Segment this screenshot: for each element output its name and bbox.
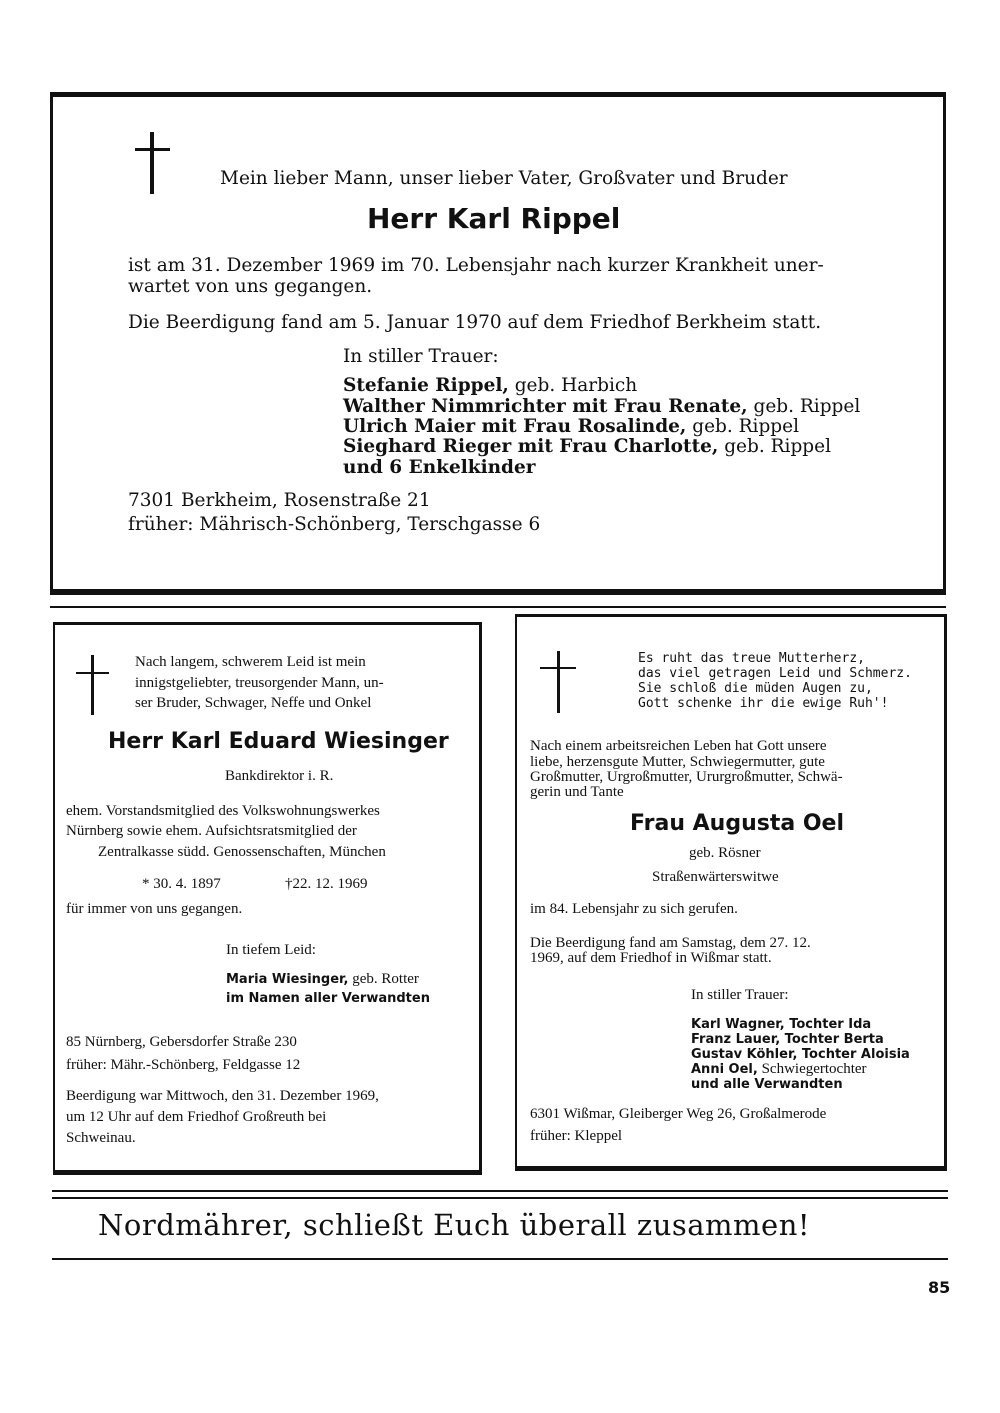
wiesinger-career-line: Nürnberg sowie ehem. Aufsichtsratsmitglied der	[66, 823, 357, 839]
oel-address-1: 6301 Wißmar, Gleiberger Weg 26, Großalmerode	[530, 1106, 827, 1122]
oel-verse-line: Gott schenke ihr die ewige Ruh'!	[638, 696, 889, 711]
wiesinger-mourning-heading: In tiefem Leid:	[226, 942, 316, 958]
oel-funeral-line: 1969, auf dem Friedhof in Wißmar statt.	[530, 950, 772, 966]
rippel-address-2: früher: Mährisch-Schönberg, Terschgasse 6	[128, 514, 541, 535]
slogan: Nordmährer, schließt Euch überall zusammen!	[98, 1208, 811, 1242]
wiesinger-passed: für immer von uns gegangen.	[66, 901, 243, 917]
oel-maiden: geb. Rösner	[689, 845, 761, 861]
wiesinger-died: †22. 12. 1969	[285, 876, 368, 892]
rippel-funeral: Die Beerdigung fand am 5. Januar 1970 auf dem Friedhof Berkheim statt.	[128, 312, 822, 333]
rippel-mourner: Ulrich Maier mit Frau Rosalinde, geb. Rippel	[343, 416, 800, 437]
wiesinger-mourner: Maria Wiesinger, geb. Rotter	[226, 971, 419, 987]
oel-mourner: Anni Oel, Schwiegertochter	[691, 1061, 867, 1077]
rippel-mourner: Stefanie Rippel, geb. Harbich	[343, 375, 638, 396]
oel-mourning-heading: In stiller Trauer:	[691, 987, 789, 1003]
wiesinger-funeral-line: Schweinau.	[66, 1130, 136, 1146]
oel-called: im 84. Lebensjahr zu sich gerufen.	[530, 901, 738, 917]
rippel-mourner: und 6 Enkelkinder	[343, 457, 536, 478]
wiesinger-intro-line: Nach langem, schwerem Leid ist mein	[135, 654, 366, 670]
wiesinger-funeral-line: um 12 Uhr auf dem Friedhof Großreuth bei	[66, 1109, 327, 1125]
wiesinger-intro-line: innigstgeliebter, treusorgender Mann, un-	[135, 675, 384, 691]
rippel-mourning-heading: In stiller Trauer:	[343, 346, 499, 367]
wiesinger-funeral-line: Beerdigung war Mittwoch, den 31. Dezember 1969,	[66, 1088, 379, 1104]
wiesinger-born: * 30. 4. 1897	[142, 876, 221, 892]
rippel-name: Herr Karl Rippel	[367, 202, 621, 235]
rippel-intro: Mein lieber Mann, unser lieber Vater, Großvater und Bruder	[220, 168, 788, 189]
divider	[52, 1190, 948, 1192]
divider	[50, 606, 946, 608]
oel-mourner: und alle Verwandten	[691, 1077, 843, 1092]
oel-mourner: Franz Lauer, Tochter Berta	[691, 1032, 884, 1047]
oel-intro-line: liebe, herzensgute Mutter, Schwiegermutter, gute	[530, 754, 825, 770]
oel-verse-line: Sie schloß die müden Augen zu,	[638, 681, 873, 696]
oel-name: Frau Augusta Oel	[630, 811, 845, 836]
oel-verse-line: Es ruht das treue Mutterherz,	[638, 651, 865, 666]
rippel-address-1: 7301 Berkheim, Rosenstraße 21	[128, 490, 431, 511]
wiesinger-mourner: im Namen aller Verwandten	[226, 991, 430, 1006]
divider	[52, 1258, 948, 1260]
oel-funeral-line: Die Beerdigung fand am Samstag, dem 27. 12.	[530, 935, 811, 951]
wiesinger-name: Herr Karl Eduard Wiesinger	[108, 729, 449, 754]
wiesinger-title: Bankdirektor i. R.	[225, 768, 334, 784]
oel-address-2: früher: Kleppel	[530, 1128, 623, 1144]
oel-verse-line: das viel getragen Leid und Schmerz.	[638, 666, 912, 681]
rippel-death-line-1: ist am 31. Dezember 1969 im 70. Lebensjahr nach kurzer Krankheit uner-	[128, 255, 824, 276]
rippel-death-line-2: wartet von uns gegangen.	[128, 276, 373, 297]
wiesinger-intro-line: ser Bruder, Schwager, Neffe und Onkel	[135, 695, 372, 711]
oel-mourner: Karl Wagner, Tochter Ida	[691, 1017, 872, 1032]
rippel-mourner: Walther Nimmrichter mit Frau Renate, geb. Rippel	[343, 396, 861, 417]
oel-intro-line: Großmutter, Urgroßmutter, Ururgroßmutter, Schwä-	[530, 769, 843, 785]
wiesinger-career-line: Zentralkasse südd. Genossenschaften, München	[98, 844, 386, 860]
oel-intro-line: gerin und Tante	[530, 784, 624, 800]
wiesinger-address-2: früher: Mähr.-Schönberg, Feldgasse 12	[66, 1057, 301, 1073]
rippel-mourner: Sieghard Rieger mit Frau Charlotte, geb. Rippel	[343, 436, 831, 457]
page-number: 85	[928, 1278, 951, 1297]
oel-title: Straßenwärterswitwe	[652, 869, 779, 885]
oel-mourner: Gustav Köhler, Tochter Aloisia	[691, 1047, 910, 1062]
divider	[52, 1197, 948, 1199]
wiesinger-address-1: 85 Nürnberg, Gebersdorfer Straße 230	[66, 1034, 297, 1050]
wiesinger-career-line: ehem. Vorstandsmitglied des Volkswohnungswerkes	[66, 803, 380, 819]
oel-intro-line: Nach einem arbeitsreichen Leben hat Gott unsere	[530, 738, 827, 754]
